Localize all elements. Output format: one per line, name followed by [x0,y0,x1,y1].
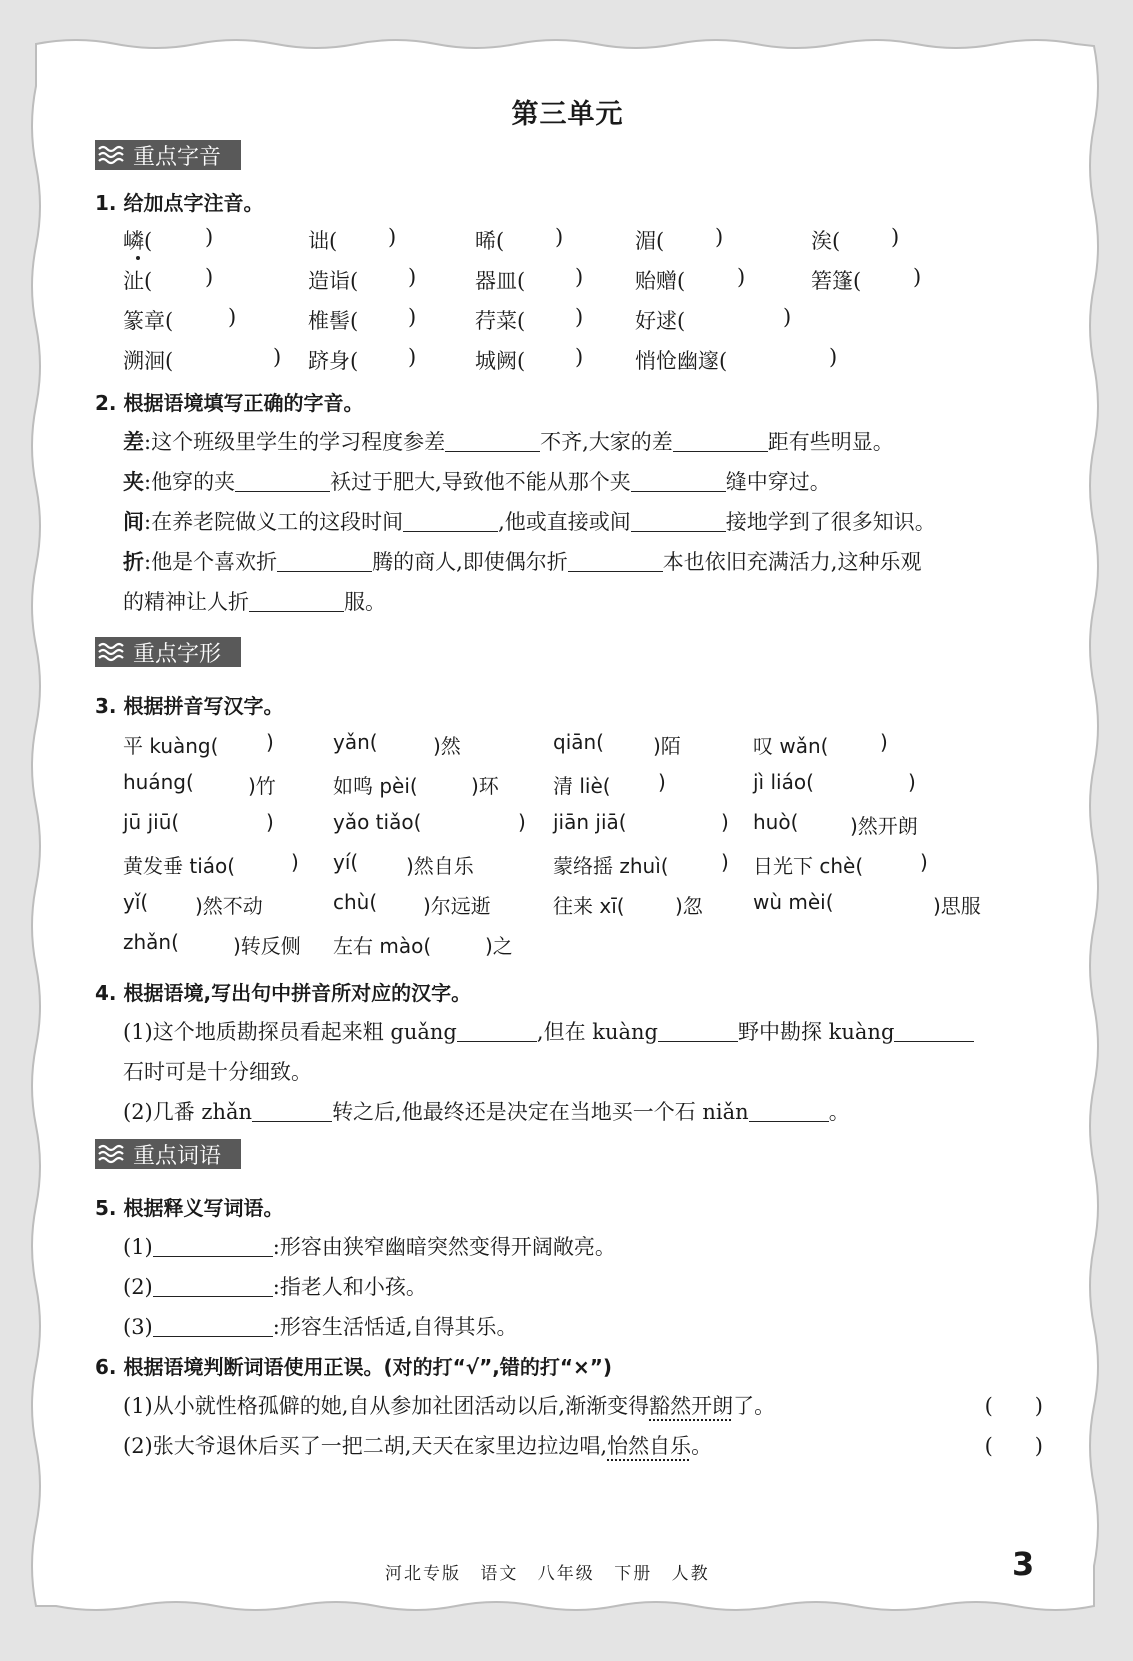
question-4-title: 4. 根据语境,写出句中拼音所对应的汉字。 [95,981,472,1005]
unit-title: 第三单元 [511,99,624,130]
q3-row: huáng( )竹 如鸣 pèi( )环 清 liè( ) jì liáo( ) [123,770,916,798]
answer-blank[interactable] [658,1019,738,1042]
q4-line-3: (2)几番 zhǎn 转之后,他最终还是决定在当地买一个石 niǎn 。 [123,1100,850,1124]
q1-item: 湄( [635,229,665,253]
q1-item: 沚( [123,269,153,293]
answer-parentheses[interactable]: ( ) [984,1394,1043,1418]
section-label: 重点字形 [133,641,222,667]
waves-icon [95,140,131,170]
q1-item: 椎髻( [308,309,359,333]
q5-item: (1) :形容由狭窄幽暗突然变得开阔敞亮。 [123,1235,616,1259]
answer-blank[interactable] [153,1234,273,1257]
answer-parentheses[interactable]: ( ) [984,1434,1043,1458]
section-label: 重点字音 [133,144,222,170]
q1-item: 诎( [308,229,338,253]
emphasized-phrase: 豁然开朗 [649,1394,734,1418]
q1-item: 涘( [811,229,841,253]
answer-blank[interactable] [749,1099,829,1122]
q1-row: 嶙( ) 诎( ) 晞( ) 湄( ) 涘( ) [123,225,900,253]
q4-line-2: 石时可是十分细致。 [123,1060,312,1084]
question-2-title: 2. 根据语境填写正确的字音。 [95,391,364,415]
question-6-title: 6. 根据语境判断词语使用正误。(对的打“√”,错的打“×”) [95,1355,613,1379]
q1-item: 贻赠( [635,269,686,293]
section-header-vocabulary [95,1139,241,1169]
answer-blank[interactable] [249,589,344,612]
q1-item: 城阙( [475,349,526,373]
section-label: 重点词语 [133,1143,222,1169]
q1-row: 沚( ) 造诣( ) 器皿( ) 贻赠( ) 箬篷( ) [123,265,922,293]
q1-row: 篆章( ) 椎髻( ) 荇菜( ) 好逑( ) [123,305,792,333]
answer-blank[interactable] [153,1314,273,1337]
q6-item-2: (2)张大爷退休后买了一把二胡,天天在家里边拉边唱,怡然自乐。 ( ) [123,1430,1043,1460]
q2-line-3: 间:在养老院做义工的这段时间 ,他或直接或间 接地学到了很多知识。 [123,510,936,534]
q1-item: 悄怆幽邃( [635,349,728,373]
answer-blank[interactable] [403,509,498,532]
question-3-title: 3. 根据拼音写汉字。 [95,694,284,718]
q1-item: 晞( [475,229,505,253]
q3-row: 黄发垂 tiáo( ) yí( )然自乐 蒙络摇 zhuì( ) 日光下 chè( ) [123,850,928,878]
q5-item: (3) :形容生活恬适,自得其乐。 [123,1315,518,1339]
answer-blank[interactable] [252,1099,332,1122]
q1-item: 篆章( [123,309,174,333]
q2-line-4: 折:他是个喜欢折 腾的商人,即使偶尔折 本也依旧充满活力,这种乐观 [123,550,922,574]
q2-line-2: 夹:他穿的夹 袄过于肥大,导致他不能从那个夹 缝中穿过。 [123,470,831,494]
q1-row: 溯洄( ) 跻身( ) 城阙( ) 悄怆幽邃( ) [123,345,838,373]
q1-item: 好逑( [635,309,686,333]
q5-item: (2) :指老人和小孩。 [123,1275,427,1299]
question-1-title: 1. 给加点字注音。 [95,191,264,215]
q1-item: 造诣( [308,269,359,293]
q1-item: 荇菜( [475,309,526,333]
section-header-pronunciation [95,140,241,170]
answer-blank[interactable] [894,1019,974,1042]
answer-blank[interactable] [568,549,663,572]
q2-line-5: 的精神让人折 服。 [123,590,386,614]
answer-blank[interactable] [673,429,768,452]
answer-blank[interactable] [631,509,726,532]
answer-blank[interactable] [631,469,726,492]
question-5-title: 5. 根据释义写词语。 [95,1196,284,1220]
waves-icon [95,1139,131,1169]
q3-row: 平 kuàng( ) yǎn( )然 qiān( )陌 叹 wǎn( ) [123,730,888,758]
q3-row: jū jiū( ) yǎo tiǎo( ) jiān jiā( ) huò( )然开朗 [123,810,918,838]
answer-blank[interactable] [445,429,540,452]
q4-line-1: (1)这个地质勘探员看起来粗 guǎng ,但在 kuàng 野中勘探 kuàng [123,1016,974,1046]
section-header-characters [95,637,241,667]
answer-blank[interactable] [277,549,372,572]
q1-item: 跻身( [308,349,359,373]
q2-line-1: 差:这个班级里学生的学习程度参差 不齐,大家的差 距有些明显。 [123,430,894,454]
answer-blank[interactable] [457,1019,537,1042]
page-footer: 河北专版 语文 八年级 下册 人教 [385,1564,710,1584]
answer-blank[interactable] [153,1274,273,1297]
q1-item: 箬篷( [811,269,862,293]
q1-item: 嶙( [123,225,152,255]
answer-blank[interactable] [235,469,330,492]
emphasized-phrase: 怡然自乐 [607,1434,692,1458]
q3-row: yǐ( )然不动 chù( )尔远逝 往来 xī( )忽 wù mèi( )思服 [123,890,981,918]
page-number: 3 [1012,1545,1035,1583]
waves-icon [95,637,131,667]
q6-item-1: (1)从小就性格孤僻的她,自从参加社团活动以后,渐渐变得豁然开朗了。 ( ) [123,1390,1043,1420]
q1-item: 溯洄( [123,349,174,373]
q3-row: zhǎn( )转反侧 左右 mào( )之 [123,930,513,958]
q1-item: 器皿( [475,269,526,293]
